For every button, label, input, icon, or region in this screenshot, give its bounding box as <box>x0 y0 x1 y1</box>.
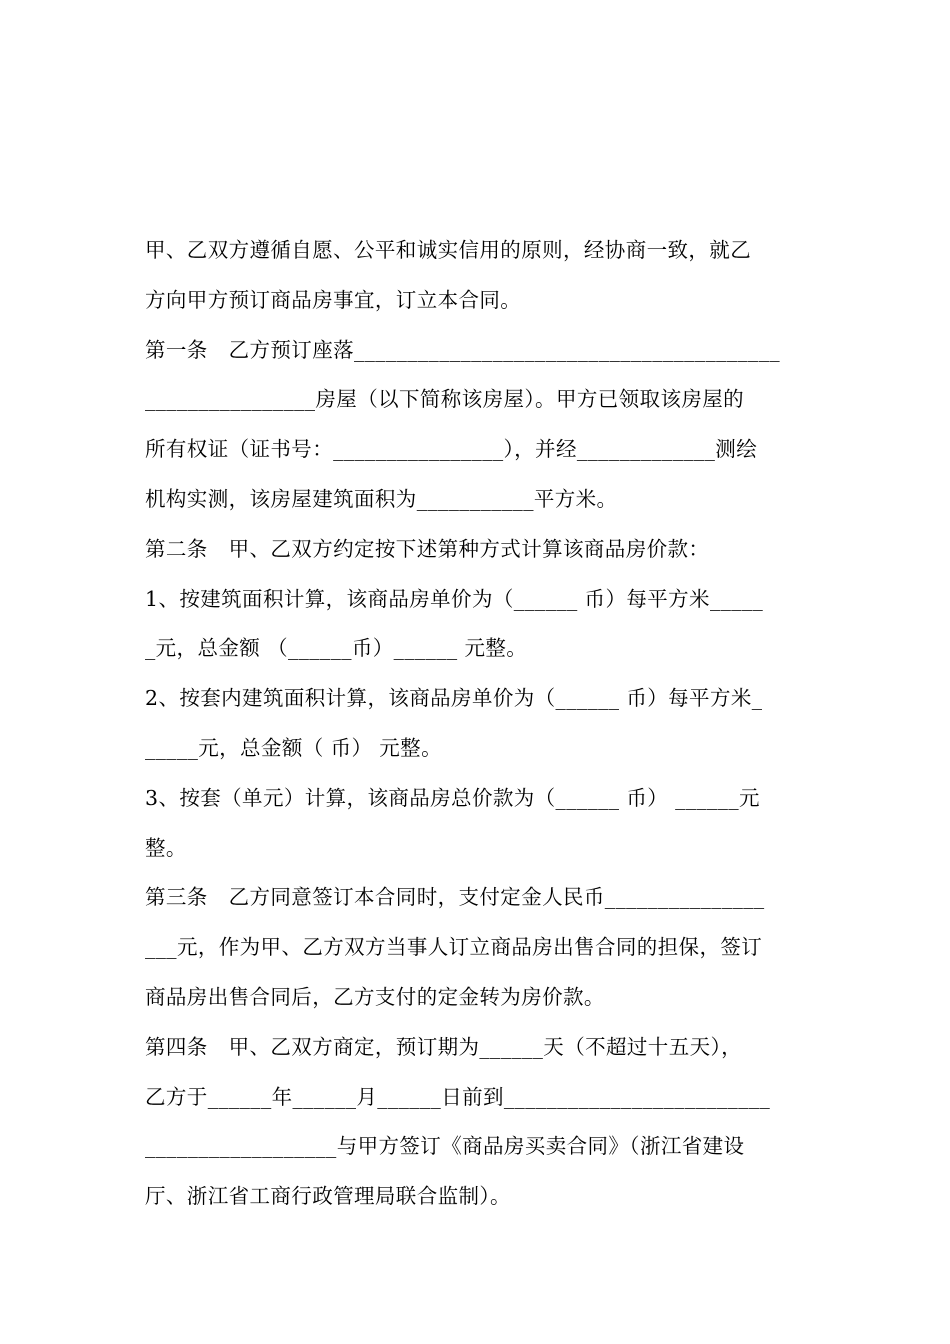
article-4-line-2: 乙方于______年______月______日前到_________________________ <box>145 1084 771 1109</box>
article-2-item-1-line-1: 1、按建筑面积计算，该商品房单价为（______ 币）每平方米_____ <box>145 586 764 611</box>
article-2-line-1: 第二条 甲、乙双方约定按下述第种方式计算该商品房价款： <box>145 536 710 561</box>
article-3-line-1: 第三条 乙方同意签订本合同时，支付定金人民币_______________ <box>145 885 765 910</box>
article-4-line-4: 厅、浙江省工商行政管理局联合监制）。 <box>145 1184 511 1209</box>
text-line-1: 甲、乙双方遵循自愿、公平和诚实信用的原则，经协商一致，就乙 <box>145 238 752 262</box>
article-1-line-4: 机构实测，该房屋建筑面积为___________平方米。 <box>145 486 618 511</box>
article-4-line-3: __________________与甲方签订《商品房买卖合同》（浙江省建设 <box>145 1134 745 1159</box>
article-1-line-1: 第一条 乙方预订座落________________________________________ <box>145 337 780 362</box>
contract-body <box>145 228 810 1224</box>
article-4-line-1: 第四条 甲、乙双方商定，预订期为______天（不超过十五天）， <box>145 1034 743 1059</box>
article-2-item-3-line-2: 整。 <box>145 835 187 860</box>
article-1-line-3: 所有权证（证书号：________________），并经_____________测绘 <box>145 437 758 462</box>
text-line-2: 方向甲方预订商品房事宜，订立本合同。 <box>145 287 522 312</box>
article-1-line-2: ________________房屋（以下简称该房屋）。甲方已领取该房屋的 <box>145 387 745 412</box>
article-2-item-1-line-2: _元，总金额 （______币）______ 元整。 <box>145 636 528 661</box>
article-3-line-3: 商品房出售合同后，乙方支付的定金转为房价款。 <box>145 984 605 1009</box>
article-3-line-2: ___元，作为甲、乙方双方当事人订立商品房出售合同的担保，签订 <box>145 935 763 960</box>
article-2-item-2-line-1: 2、按套内建筑面积计算，该商品房单价为（______ 币）每平方米_ <box>145 686 763 711</box>
article-2-item-3-line-1: 3、按套（单元）计算，该商品房总价款为（______ 币） ______元 <box>145 785 760 810</box>
article-2-item-2-line-2: _____元，总金额（ 币） 元整。 <box>145 735 442 760</box>
